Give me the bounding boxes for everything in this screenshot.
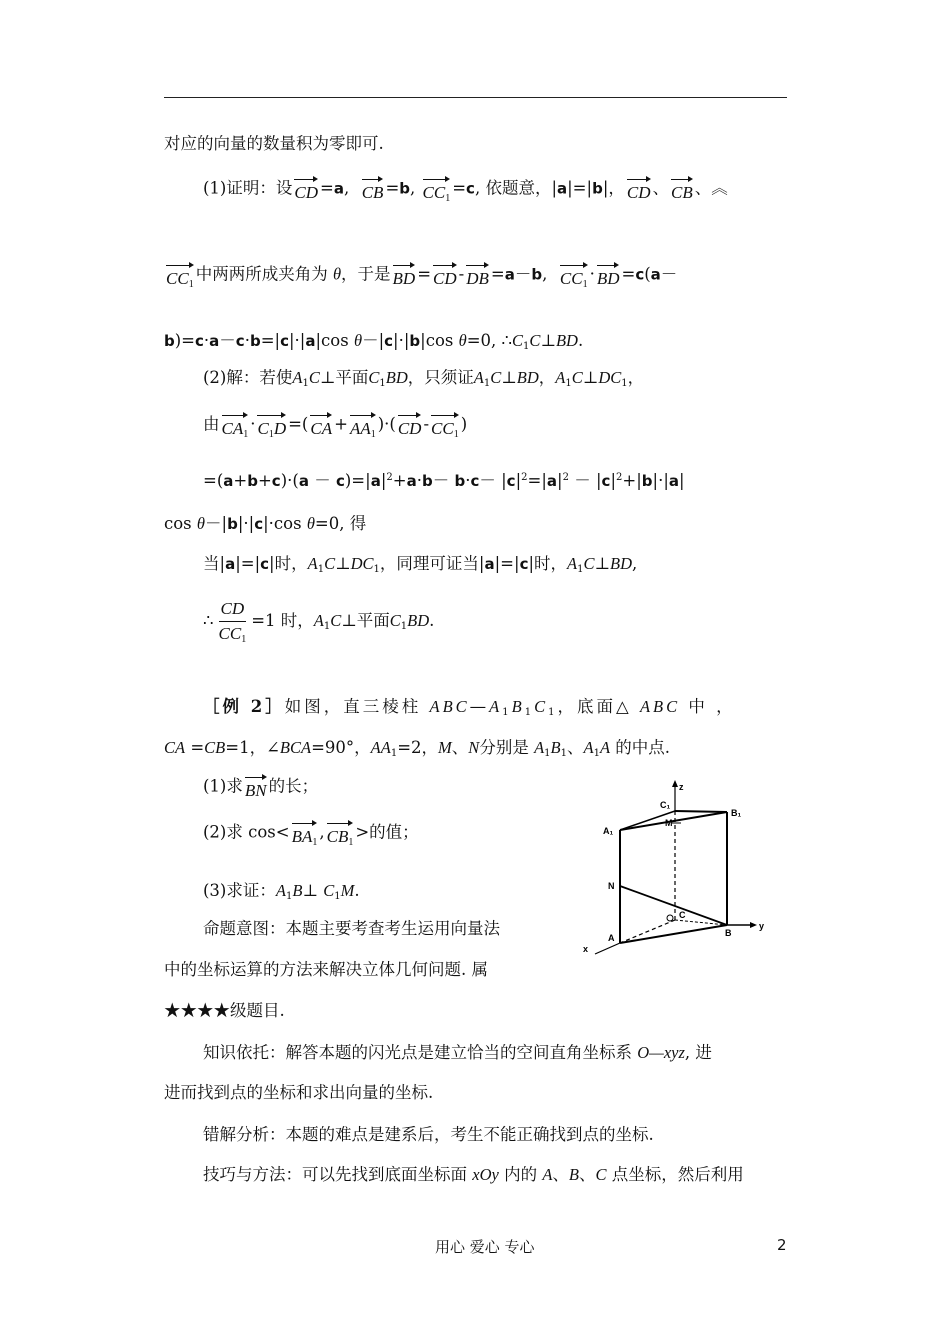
text-line-1: 对应的向量的数量积为零即可. (164, 134, 384, 153)
text-line-8: cos θ－|b|·|c|·cos θ=0, 得 (164, 514, 367, 533)
error-analysis: 错解分析：本题的难点是建系后，考生不能正确找到点的坐标. (203, 1125, 654, 1144)
label-x: x (583, 944, 589, 954)
point-c-origin (667, 915, 673, 921)
edge-a1-b1 (620, 812, 727, 830)
difficulty-stars: ★★★★级题目. (164, 1001, 285, 1020)
prism-figure (575, 778, 775, 958)
question-3: (3)求证：$A_1B\perp$ $C_1M$. (203, 881, 360, 902)
intent-line-1: 命题意图：本题主要考查考生运用向量法 (203, 919, 500, 938)
segment-n-b (620, 886, 727, 925)
knowledge-line-1: 知识依托：解答本题的闪光点是建立恰当的空间直角坐标系 O—xyz, 进 (203, 1043, 712, 1062)
text-line-9: 当|a|=|c|时，$A_1C\perp DC_1$，同理可证当|a|=|c|时，$A_1C\perp BD$, (203, 554, 638, 575)
label-y: y (759, 921, 765, 931)
text-line-6: 由 $CA_1\cdot C_1D$ =( CA + $AA_1)\cdot$( CD - $CC_1$) (203, 412, 467, 438)
edge-c1-b1 (675, 811, 727, 812)
example-2-heading: ［例 2］如图，直三棱柱 $ABC—A_1B_1C_1$，底面△ ABC 中 ， (203, 697, 736, 718)
text-line-4: b)=c·a－c·b=|c|·|a|cos θ－|c|·|b|cos θ=0, $\therefore C_1C\perp BD$. (164, 331, 584, 352)
label-c: C (679, 910, 686, 920)
header-rule (164, 97, 787, 98)
question-1: (1)求 BN 的长； (203, 774, 318, 800)
edge-a-b (620, 925, 727, 943)
edge-c-a (620, 920, 675, 943)
text-line-5: (2)解：若使$A_1C\perp$平面$C_1BD$，只须证$A_1C\perp BD$，$A_1C\perp DC_1$， (203, 368, 645, 389)
label-m: M (665, 818, 673, 828)
example-2-conditions: CA =CB=1，∠BCA=90°，$AA_1=2$，M、N分别是 $A_1B_1$、$A_1A$ 的中点. (164, 738, 671, 759)
label-a: A (608, 933, 615, 943)
intent-line-2: 中的坐标运算的方法来解决立体几何问题. 属 (164, 960, 488, 979)
text-line-7: $=(a+b+c)\cdot(a - c)=|a|^2+a\cdot b- b\cdot c- |c|^2=|a|^2 - |c|^2+|b|\cdot|a|$ (203, 471, 685, 490)
footer-slogan: 用心 爱心 专心 (435, 1238, 535, 1256)
x-axis (595, 943, 620, 954)
text-line-3: $CC_1$中两两所成夹角为 θ，于是 BD = CD - DB =a－b, $CC_1\cdot$ BD =c(a－ (164, 262, 677, 288)
label-c1: C₁ (660, 800, 671, 810)
label-a1: A₁ (603, 826, 614, 836)
label-n: N (608, 881, 615, 891)
technique: 技巧与方法：可以先找到底面坐标面 xOy 内的 A、B、C 点坐标，然后利用 (203, 1165, 744, 1184)
text-line-2: (1)证明：设 CD =a, CB =b, $CC_1=c$, 依题意，|a|=|b|， CD 、 CB 、︽ (203, 176, 728, 202)
label-z: z (679, 782, 684, 792)
label-b: B (725, 928, 732, 938)
question-2: (2)求 $\cos< BA_1$, $CB_1>$的值； (203, 820, 419, 846)
label-b1: B₁ (731, 808, 742, 818)
page-number: 2 (777, 1236, 787, 1254)
text-line-10: ∴ $\frac{CD}{CC_1}$ =1 时，$A_1C\perp$平面$C_1BD$. (203, 599, 435, 645)
knowledge-line-2: 进而找到点的坐标和求出向量的坐标. (164, 1083, 434, 1102)
